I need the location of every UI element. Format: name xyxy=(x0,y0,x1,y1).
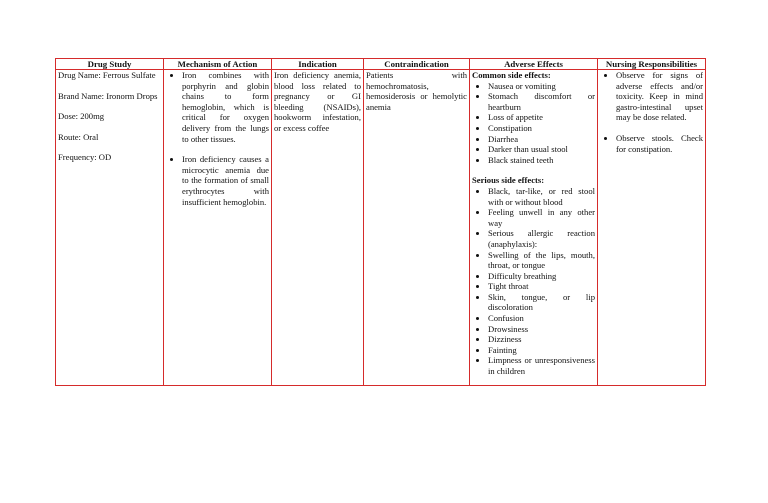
header-mechanism: Mechanism of Action xyxy=(164,59,272,70)
common-effect-item: • Nausea or vomiting xyxy=(488,81,595,92)
serious-effect-item: • Swelling of the lips, mouth, throat, or tongue xyxy=(488,250,595,271)
common-effect-item: • Constipation xyxy=(488,123,595,134)
common-effect-item: • Loss of appetite xyxy=(488,112,595,123)
serious-effect-item: • Serious allergic reaction (anaphylaxis): xyxy=(488,228,595,249)
common-effect-item: • Black stained teeth xyxy=(488,155,595,166)
serious-effect-item: • Fainting xyxy=(488,345,595,356)
serious-effect-item: • Difficulty breathing xyxy=(488,271,595,282)
adverse-effects-cell xyxy=(470,70,598,386)
serious-effect-item: • Skin, tongue, or lip discoloration xyxy=(488,292,595,313)
header-indication: Indication xyxy=(272,59,364,70)
nursing-item: • Observe stools. Check for constipation. xyxy=(616,133,703,154)
serious-effect-item: • Confusion xyxy=(488,313,595,324)
mechanism-item: • Iron combines with porphyrin and globin chains to form hemoglobin, which is critical for oxygen delivery from the lungs to other tissues. xyxy=(182,70,269,144)
mechanism-cell xyxy=(164,70,272,386)
serious-side-effects-title: Serious side effects: xyxy=(472,175,545,186)
content-row xyxy=(56,70,706,386)
header-nursing: Nursing Responsibilities xyxy=(598,59,706,70)
header-drug-study: Drug Study xyxy=(56,59,164,70)
header-adverse-effects: Adverse Effects xyxy=(470,59,598,70)
header-contraindication: Contraindication xyxy=(364,59,470,70)
brand-name: Brand Name: Ironorm Drops xyxy=(58,90,158,101)
frequency: Frequency: OD xyxy=(58,152,112,163)
drug-study-table xyxy=(55,58,706,386)
mechanism-item: • Iron deficiency causes a microcytic anemia due to the formation of small erythrocytes with insufficient hemoglobin. xyxy=(182,154,269,207)
serious-effect-item: • Limpness or unresponsiveness in children xyxy=(488,355,595,376)
serious-effect-item: • Dizziness xyxy=(488,334,595,345)
common-side-effects-title: Common side effects: xyxy=(472,70,551,80)
header-row xyxy=(56,59,706,70)
serious-effect-item: • Tight throat xyxy=(488,281,595,292)
dose: Dose: 200mg xyxy=(58,111,105,122)
common-effect-item: • Stomach discomfort or heartburn xyxy=(488,91,595,112)
contraindication-cell: Patients with hemochromatosis, hemosiderosis or hemolytic anemia xyxy=(364,70,470,386)
indication-cell: Iron deficiency anemia, blood loss related to pregnancy or GI bleeding (NSAIDs), hookworm infestation, or excess coffee xyxy=(272,70,364,386)
drug-study-cell xyxy=(56,70,164,386)
serious-effect-item: • Feeling unwell in any other way xyxy=(488,207,595,228)
nursing-item: • Observe for signs of adverse effects and/or toxicity. Keep in mind gastro-intestinal upset may be dose related. xyxy=(616,70,703,123)
common-effect-item: • Diarrhea xyxy=(488,134,595,145)
nursing-cell xyxy=(598,70,706,386)
generic-name: Drug Name: Ferrous Sulfate xyxy=(58,70,156,80)
serious-effect-item: • Black, tar-like, or red stool with or without blood xyxy=(488,186,595,207)
route: Route: Oral xyxy=(58,131,99,142)
common-effect-item: • Darker than usual stool xyxy=(488,144,595,155)
serious-effect-item: • Drowsiness xyxy=(488,324,595,335)
